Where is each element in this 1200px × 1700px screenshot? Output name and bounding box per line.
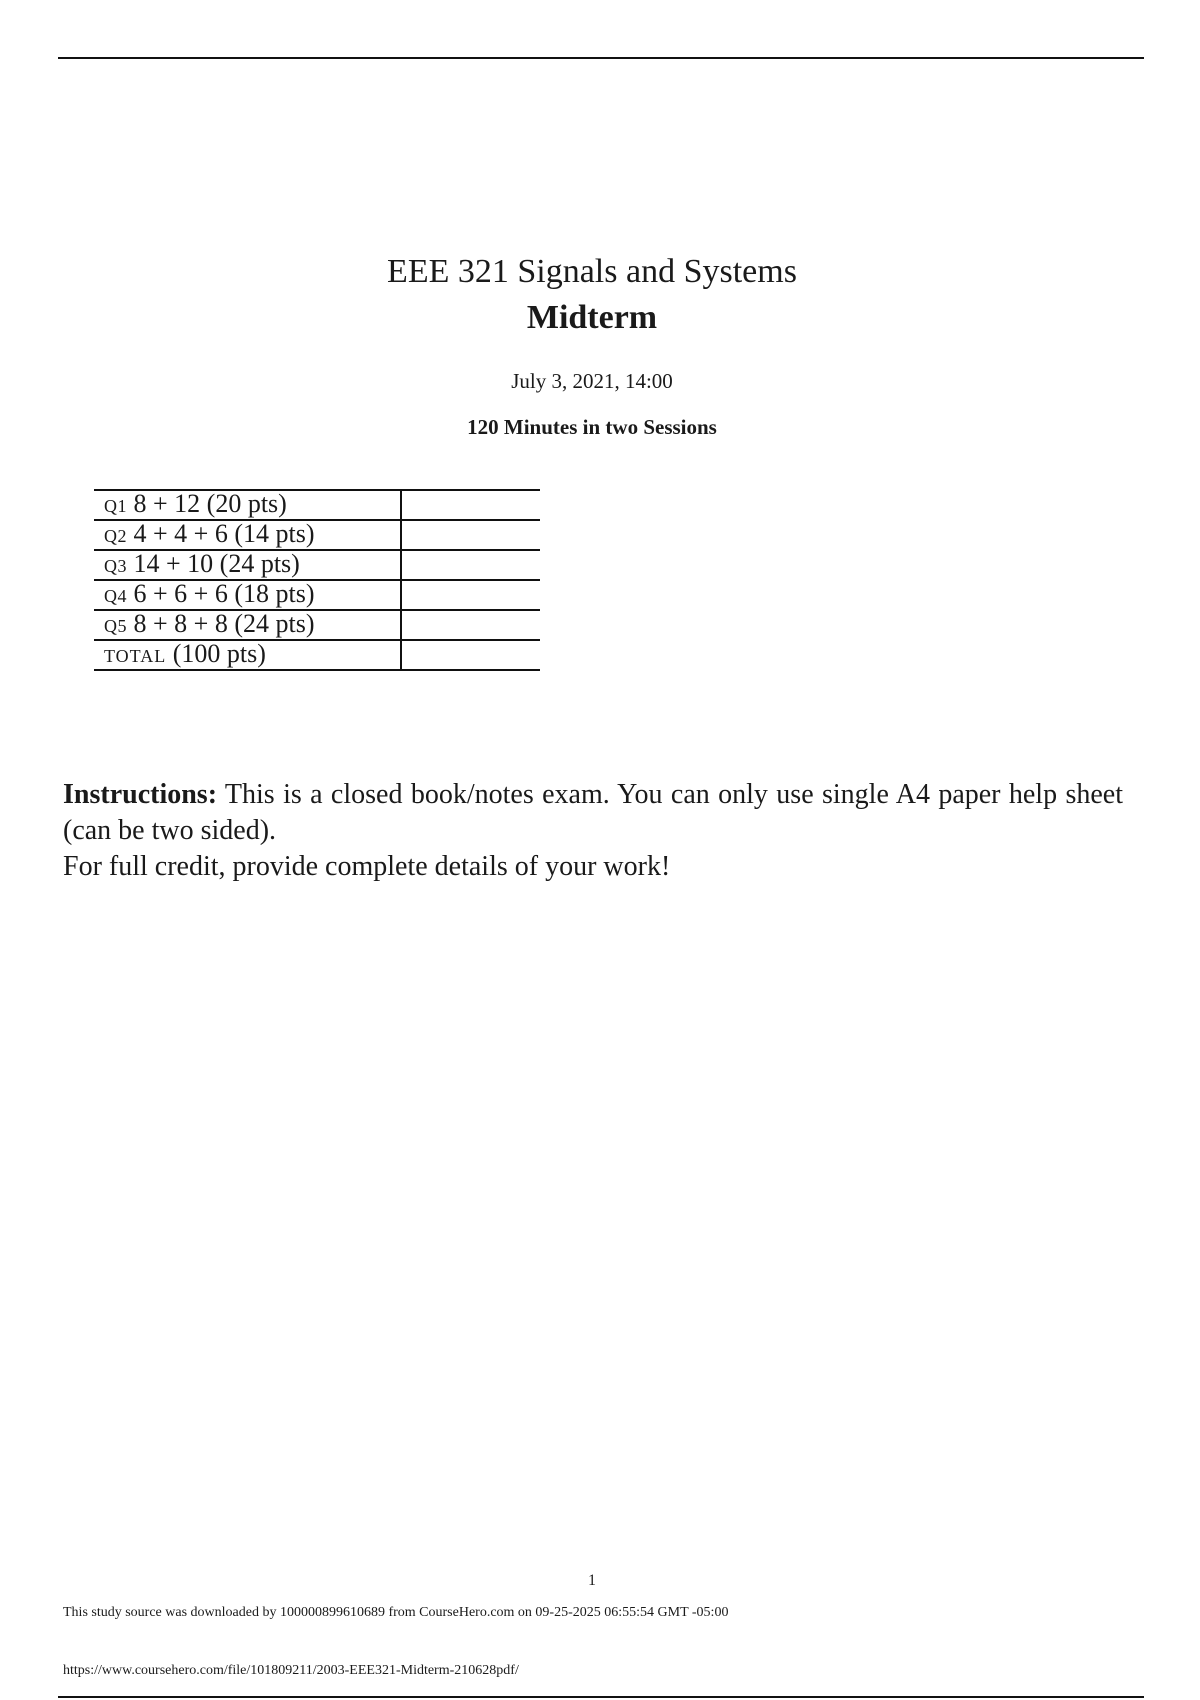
- score-table: [94, 489, 540, 671]
- score-row-label: [94, 610, 401, 640]
- score-row-label: [94, 550, 401, 580]
- question-id: TOTAL: [104, 646, 167, 666]
- question-points: 6 + 6 + 6 (18 pts): [133, 579, 315, 608]
- instructions-note: For full credit, provide complete details of your work!: [63, 851, 671, 882]
- download-source-note: This study source was downloaded by 100000899610689 from CourseHero.com on 09-25-2025 06:55:54 GMT -05:00: [63, 1605, 729, 1620]
- question-id: Q1: [104, 496, 127, 516]
- score-row-label: [94, 580, 401, 610]
- page-number: 1: [588, 1572, 596, 1589]
- score-entry-cell: [401, 550, 540, 580]
- instructions-block: [63, 777, 1123, 885]
- question-points: 14 + 10 (24 pts): [133, 549, 300, 578]
- score-row-q5: [94, 610, 540, 640]
- score-row-total: [94, 640, 540, 670]
- score-entry-cell: [401, 520, 540, 550]
- course-title: EEE 321 Signals and Systems: [387, 253, 797, 290]
- score-row-label: [94, 520, 401, 550]
- top-rule: [58, 57, 1144, 59]
- score-entry-cell: [401, 610, 540, 640]
- exam-name: Midterm: [526, 299, 658, 336]
- question-points: 4 + 4 + 6 (14 pts): [133, 519, 315, 548]
- score-row-label: [94, 490, 401, 520]
- score-row-q4: [94, 580, 540, 610]
- source-url: https://www.coursehero.com/file/101809211/2003-EEE321-Midterm-210628pdf/: [63, 1663, 519, 1678]
- question-points: 8 + 8 + 8 (24 pts): [133, 609, 315, 638]
- score-row-q2: [94, 520, 540, 550]
- exam-duration: 120 Minutes in two Sessions: [467, 415, 717, 439]
- score-entry-cell: [401, 580, 540, 610]
- question-points: 8 + 12 (20 pts): [133, 489, 287, 518]
- instructions-text: This is a closed book/notes exam. You can only use single A4 paper help sheet (can be two sided).: [63, 779, 1124, 846]
- score-row-q1: [94, 490, 540, 520]
- instructions-paragraph: [63, 777, 1123, 849]
- instructions-lead: Instructions:: [63, 779, 218, 810]
- question-id: Q5: [104, 616, 127, 636]
- question-id: Q4: [104, 586, 127, 606]
- question-id: Q2: [104, 526, 127, 546]
- question-points: (100 pts): [172, 639, 266, 668]
- question-id: Q3: [104, 556, 127, 576]
- bottom-rule: [58, 1696, 1144, 1698]
- score-entry-cell: [401, 490, 540, 520]
- score-row-label: [94, 640, 401, 670]
- exam-date: July 3, 2021, 14:00: [511, 369, 673, 393]
- score-row-q3: [94, 550, 540, 580]
- score-entry-cell: [401, 640, 540, 670]
